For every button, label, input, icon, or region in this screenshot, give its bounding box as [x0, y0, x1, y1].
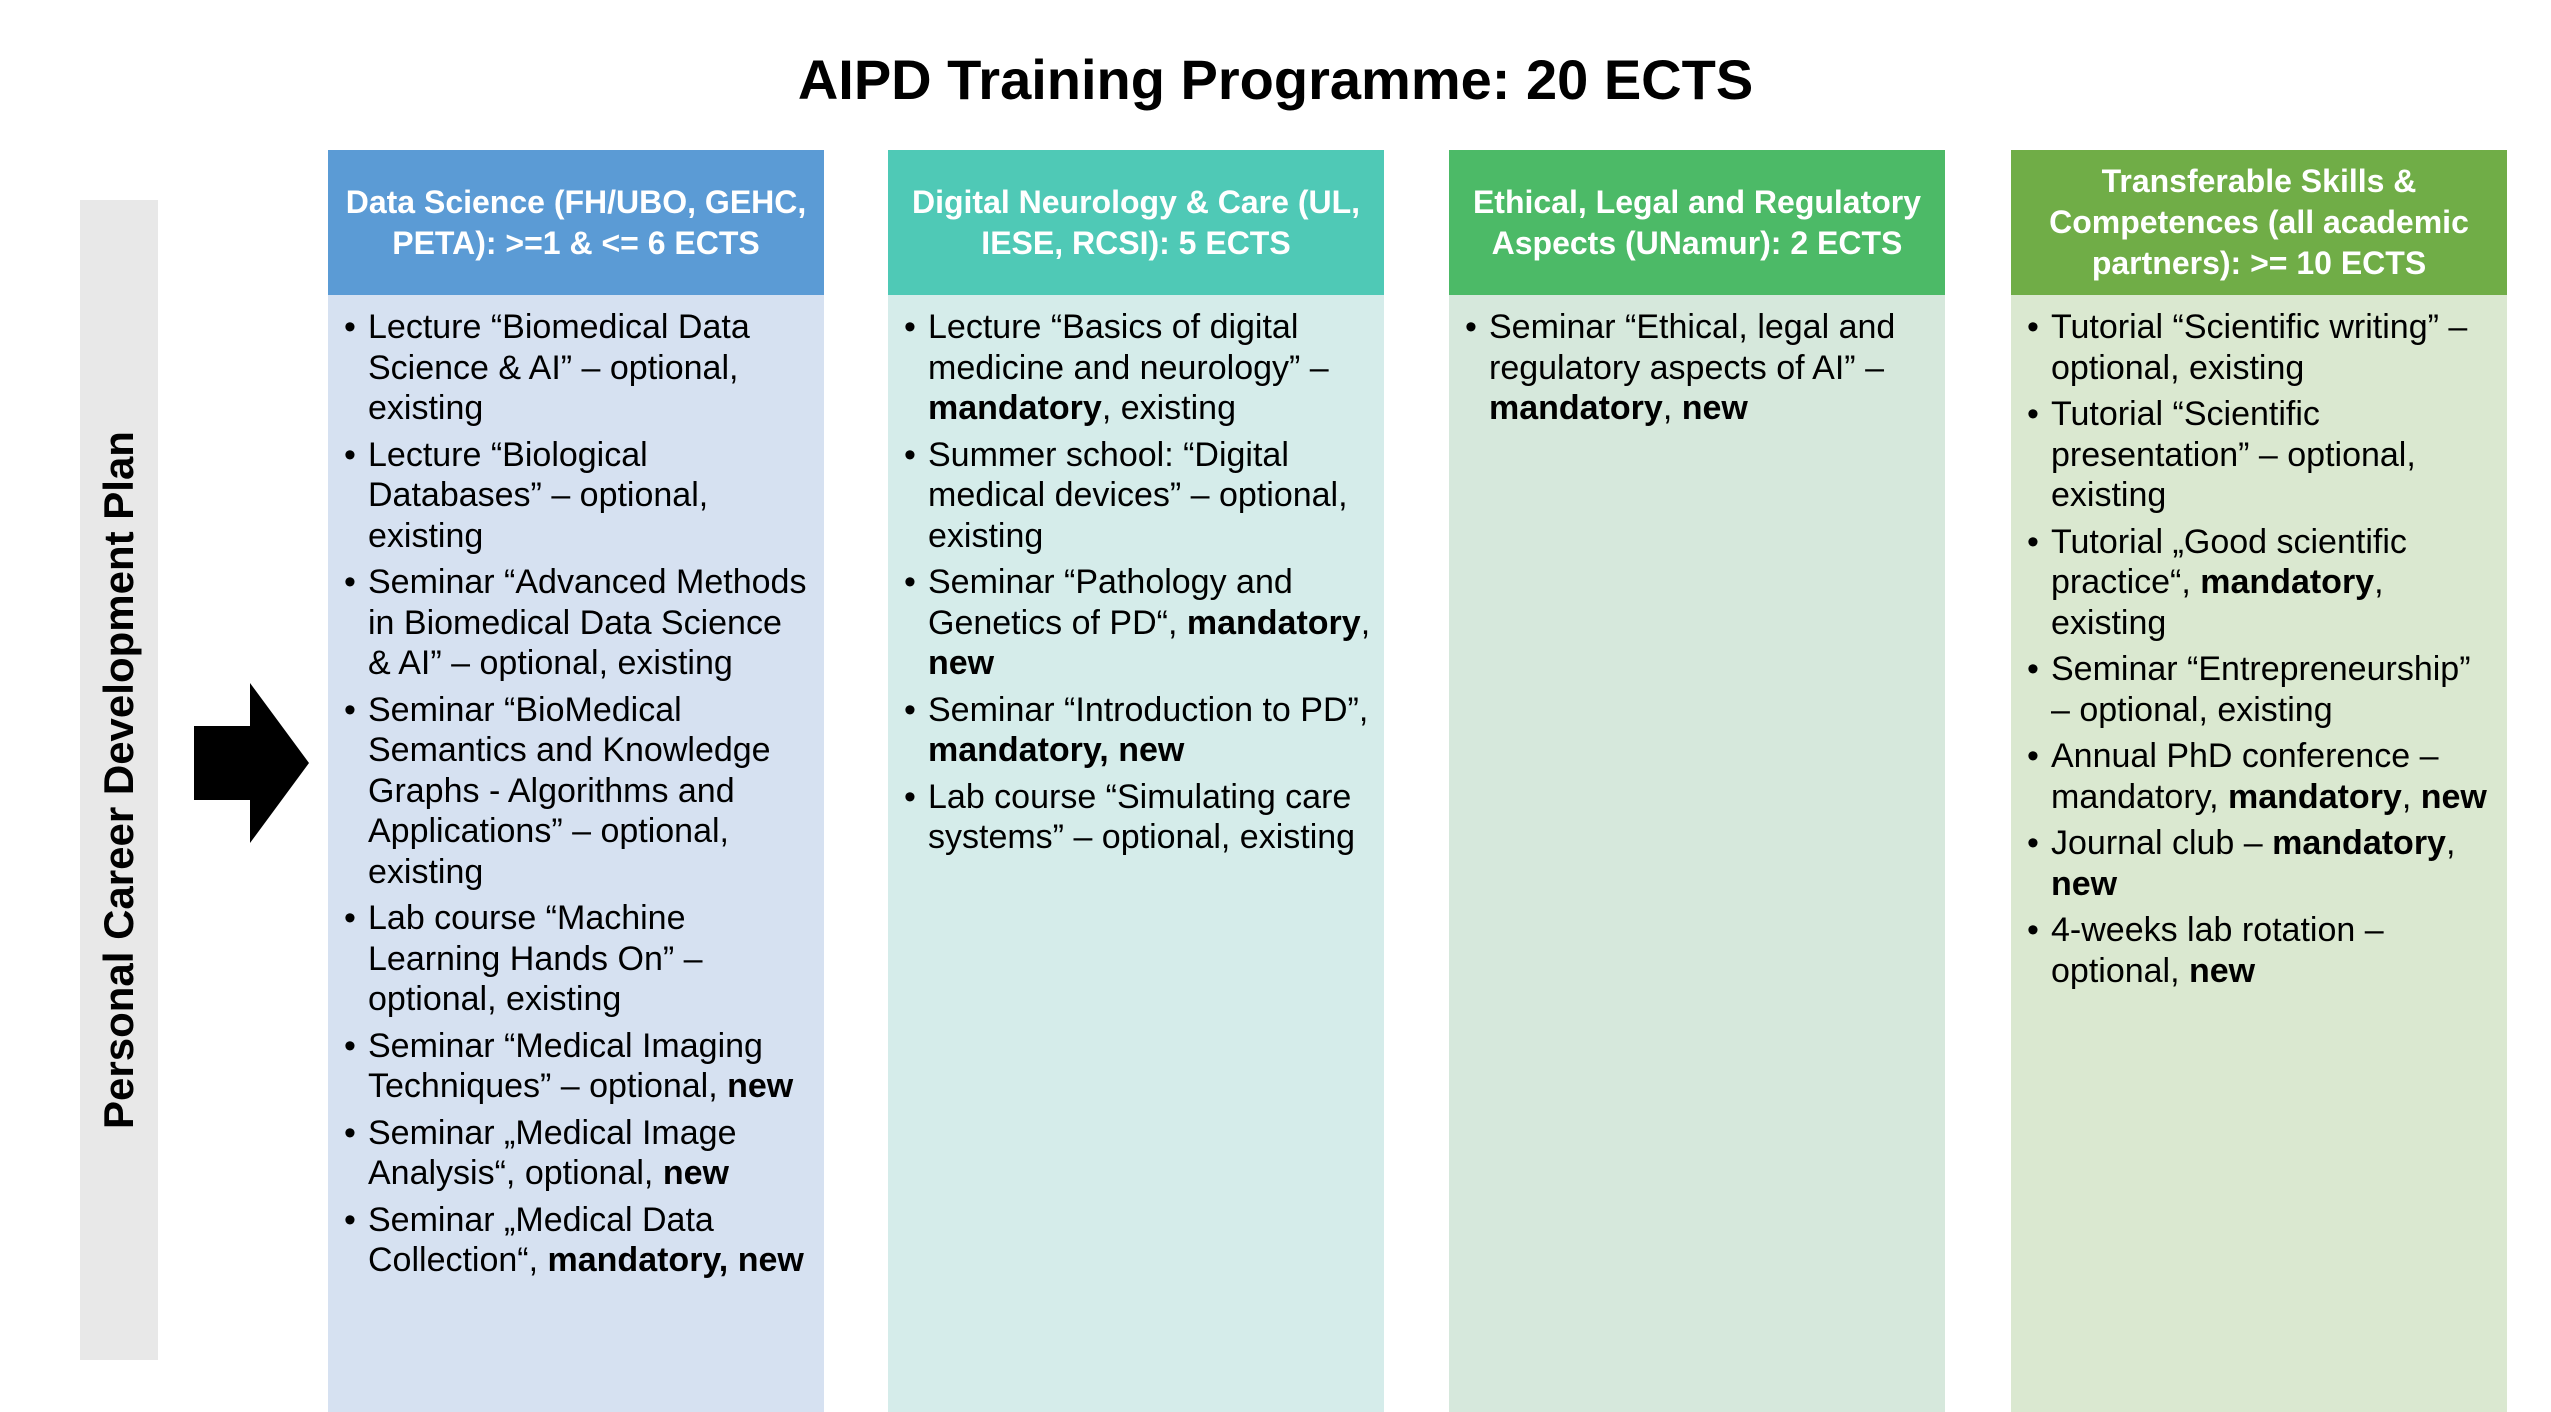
course-item-emphasis: new	[2420, 777, 2487, 816]
page-title: AIPD Training Programme: 20 ECTS	[797, 48, 1754, 111]
course-item	[344, 690, 812, 893]
course-list	[2027, 307, 2495, 991]
course-item-text: , existing	[2051, 563, 2384, 642]
course-item	[904, 777, 1372, 858]
right-arrow-icon	[194, 683, 309, 843]
course-item	[2027, 394, 2495, 516]
course-item-text: Lecture “Basics of digital medicine and neurology” –	[928, 308, 1329, 387]
course-item-emphasis: mandatory	[2200, 563, 2375, 601]
course-item-emphasis: new	[2189, 951, 2256, 990]
column-body	[888, 295, 1384, 1412]
course-item-text: Seminar “Medical Imaging Techniques” – optional,	[368, 1026, 763, 1105]
career-plan-label: Personal Career Development Plan	[95, 431, 142, 1129]
column-transferable-skills	[2011, 150, 2507, 1412]
course-item-emphasis: mandatory	[1489, 389, 1663, 427]
course-item-text: ,	[1360, 603, 1371, 642]
course-item-text: Seminar “Advanced Methods in Biomedical Data Science & AI” – optional, existing	[368, 563, 807, 682]
course-item-text: Seminar “Pathology and Genetics of PD“,	[928, 563, 1293, 642]
course-item	[344, 562, 812, 684]
course-item-text: 4-weeks lab rotation – optional,	[2051, 911, 2384, 990]
course-item-text: Journal club –	[2051, 824, 2273, 862]
course-item	[904, 435, 1372, 557]
course-item-emphasis: mandatory	[928, 389, 1102, 427]
course-item-text: Summer school: “Digital medical devices” – optional, existing	[928, 435, 1348, 555]
course-item	[2027, 522, 2495, 644]
course-item	[2027, 649, 2495, 730]
course-item-text: Lab course “Machine Learning Hands On” – optional, existing	[368, 899, 703, 1018]
column-header: Ethical, Legal and Regulatory Aspects (UNamur): 2 ECTS	[1449, 150, 1945, 295]
course-item	[344, 435, 812, 557]
column-body	[328, 295, 824, 1412]
course-item-emphasis: new	[928, 644, 995, 682]
column-digital-neurology	[888, 150, 1384, 1412]
course-item-emphasis: mandatory	[2272, 824, 2446, 862]
column-header: Transferable Skills & Competences (all academic partners): >= 10 ECTS	[2011, 150, 2507, 295]
course-item-emphasis: new	[1681, 389, 1748, 427]
course-item	[2027, 823, 2495, 904]
column-header: Digital Neurology & Care (UL, IESE, RCSI): 5 ECTS	[888, 150, 1384, 295]
column-ethical-legal	[1449, 150, 1945, 1412]
course-list	[904, 307, 1372, 858]
course-item	[2027, 910, 2495, 991]
course-item	[2027, 736, 2495, 817]
course-item-emphasis: new	[2051, 864, 2118, 903]
course-item-text: Tutorial “Scientific presentation” – optional, existing	[2051, 395, 2416, 514]
course-item	[344, 1200, 812, 1281]
course-item-text: Seminar “BioMedical Semantics and Knowledge Graphs - Algorithms and Applications” – optional, existing	[368, 690, 771, 891]
column-data-science	[328, 150, 824, 1412]
course-item-text: ,	[2401, 777, 2421, 816]
course-item-text: Tutorial „Good scientific practice“,	[2051, 522, 2407, 601]
course-item-text: Seminar “Ethical, legal and regulatory aspects of AI” –	[1489, 308, 1896, 387]
course-item	[344, 898, 812, 1020]
course-item-text: Annual PhD conference – mandatory,	[2051, 737, 2439, 816]
course-item	[344, 307, 812, 429]
column-header: Data Science (FH/UBO, GEHC, PETA): >=1 & <= 6 ECTS	[328, 150, 824, 295]
course-item-emphasis: mandatory, new	[928, 731, 1185, 769]
course-item-text: Lab course “Simulating care systems” – optional, existing	[928, 777, 1356, 856]
course-item-text: Seminar „Medical Data Collection“,	[368, 1200, 714, 1279]
course-item	[344, 1026, 812, 1107]
course-item	[344, 1113, 812, 1194]
course-item-text: Seminar “Introduction to PD”,	[928, 690, 1369, 729]
course-item-text: Seminar „Medical Image Analysis“, optional,	[368, 1113, 737, 1192]
course-item	[2027, 307, 2495, 388]
course-item	[904, 562, 1372, 684]
course-item-text: , existing	[1101, 389, 1237, 427]
course-item-emphasis: new	[662, 1154, 729, 1192]
arrow-shape	[194, 683, 309, 843]
course-list	[344, 307, 812, 1281]
course-item-emphasis: mandatory	[2228, 777, 2402, 816]
course-item	[1465, 307, 1933, 429]
column-body	[1449, 295, 1945, 1412]
course-item-text: Tutorial “Scientific writing” – optional, existing	[2051, 308, 2468, 387]
column-body	[2011, 295, 2507, 1412]
course-item	[904, 307, 1372, 429]
course-item-emphasis: mandatory, new	[547, 1241, 804, 1279]
course-item-text: Lecture “Biomedical Data Science & AI” – optional, existing	[368, 308, 750, 427]
course-item-emphasis: mandatory	[1186, 603, 1361, 642]
course-item-text: Seminar “Entrepreneurship” – optional, existing	[2051, 650, 2471, 729]
course-list	[1465, 307, 1933, 429]
course-item-emphasis: new	[727, 1067, 794, 1105]
course-item	[904, 690, 1372, 771]
course-item-text: ,	[1662, 389, 1682, 427]
course-item-text: Lecture “Biological Databases” – optional, existing	[368, 435, 709, 555]
course-item-text: ,	[2445, 824, 2456, 862]
